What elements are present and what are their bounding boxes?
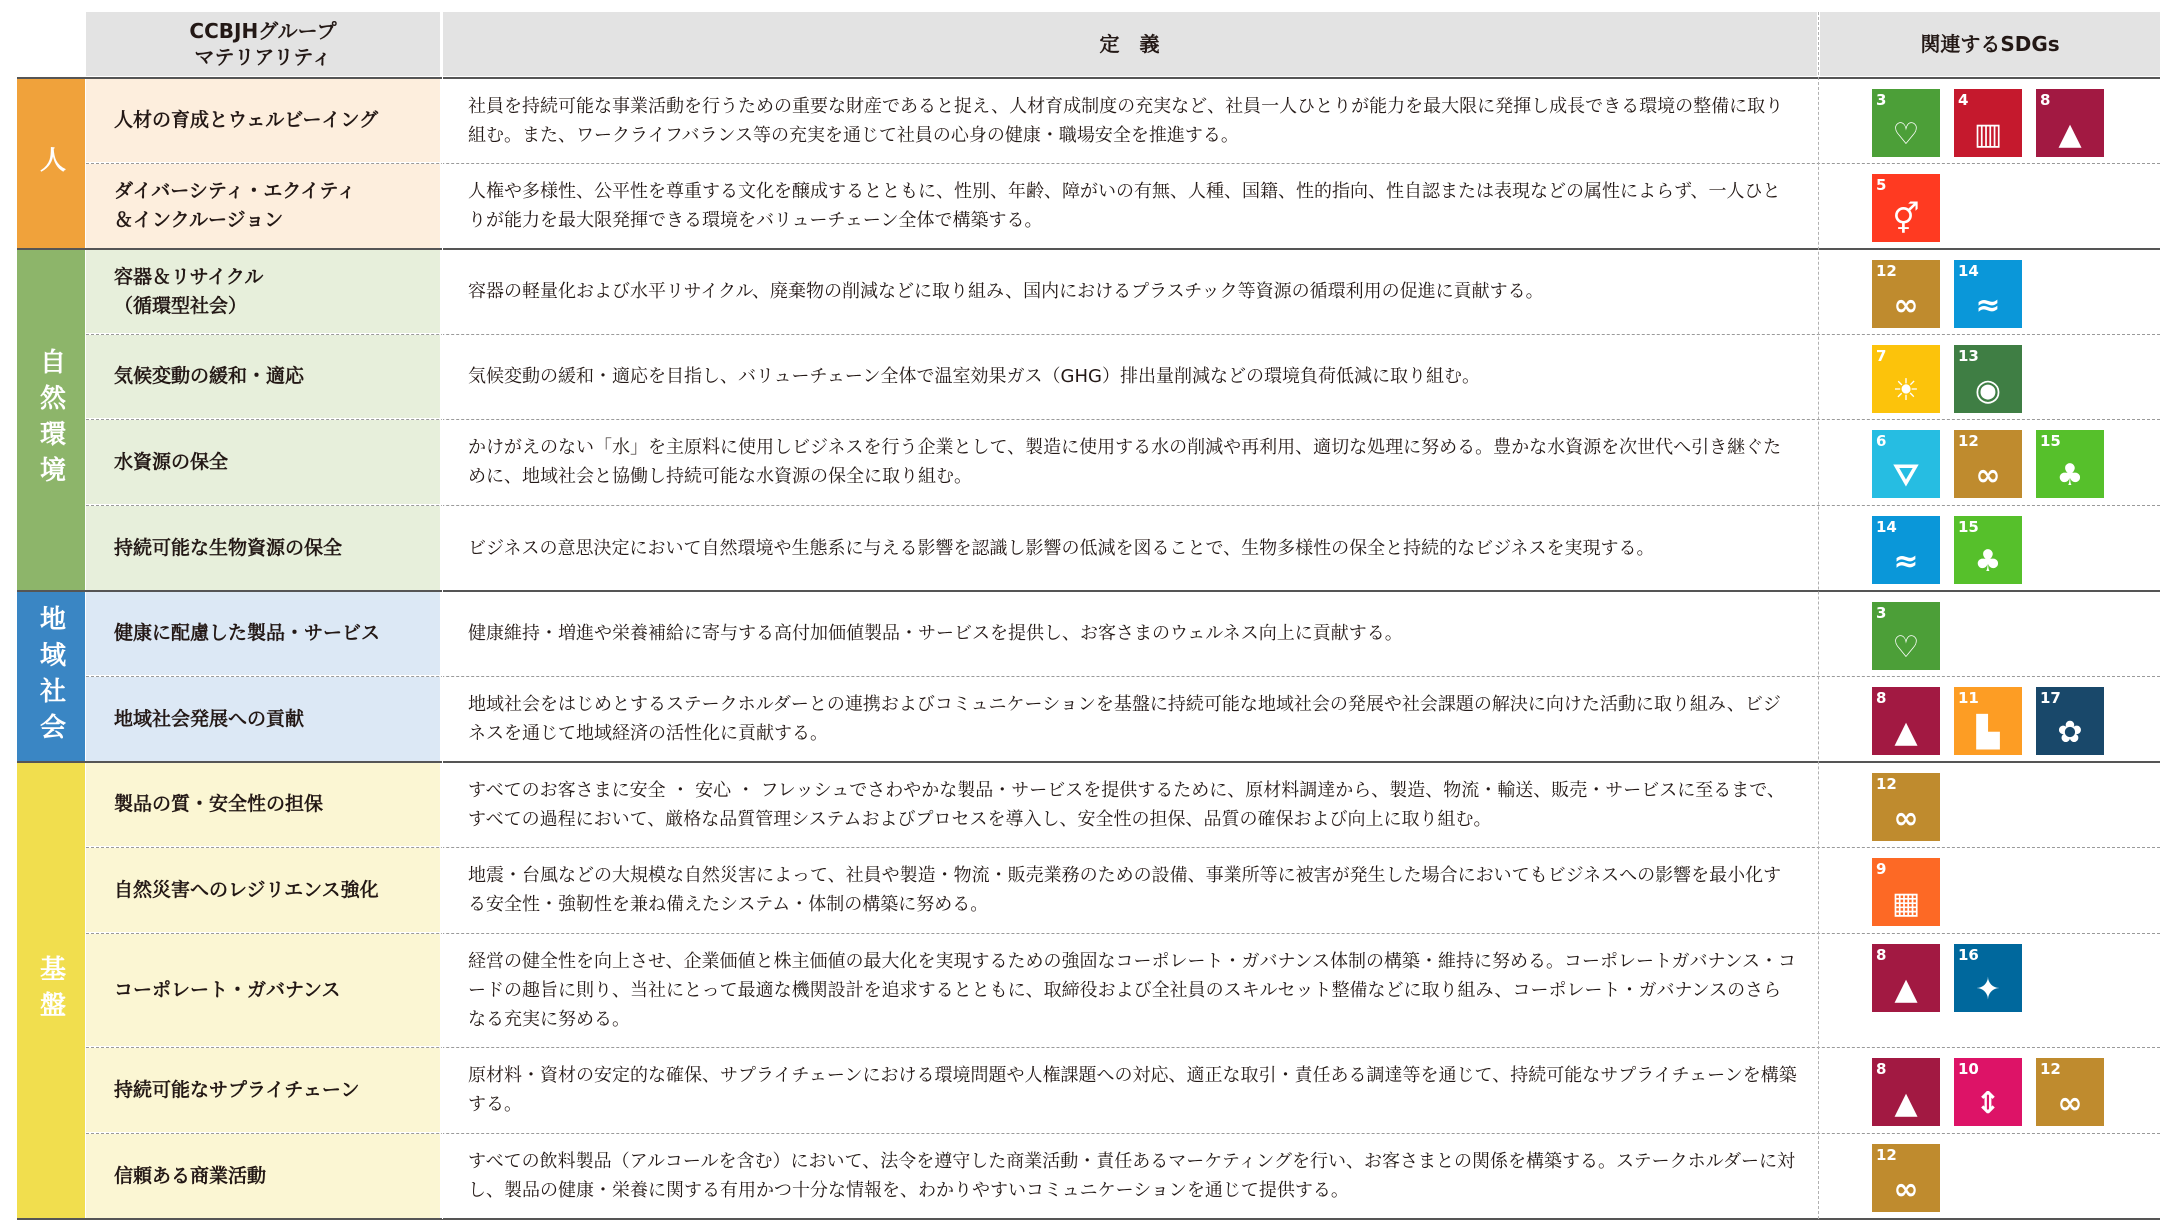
definition-cell: [468, 592, 1798, 675]
materiality-text: 自然災害へのレジリエンス強化: [114, 878, 379, 901]
row-divider: [17, 1218, 2160, 1220]
definition-cell: [468, 420, 1798, 504]
column-divider: [1818, 12, 1819, 1219]
sdg-11-icon: [1954, 687, 2022, 755]
definition-text: 原材料・資材の安定的な確保、サプライチェーンにおける環境問題や人権課題への対応、適正な取引・責任ある調達等を通じて、持続可能なサプライチェーンを構築する。: [468, 1065, 1797, 1115]
sdg-symbol: ∞: [2057, 1086, 2083, 1121]
sdg-symbol: ▥: [1973, 117, 2003, 152]
sdg-number: 6: [1876, 432, 1887, 450]
sdg-symbol: ▲: [1894, 972, 1918, 1007]
materiality-cell: [86, 934, 440, 1046]
sdg-number: 8: [1876, 1060, 1887, 1078]
sdg-12-icon: [1872, 1144, 1940, 1212]
sdg-5-icon: [1872, 174, 1940, 242]
sdg-number: 15: [1958, 518, 1979, 536]
materiality-text: 水資源の保全: [114, 450, 229, 473]
sdg-symbol: ♣: [2056, 458, 2084, 493]
sdgs-cell: [1872, 1134, 2152, 1218]
sdgs-cell: [1872, 1048, 2152, 1132]
materiality-cell: [86, 763, 440, 846]
sdg-symbol: ▲: [1894, 1086, 1918, 1121]
sdgs-cell: [1872, 934, 2152, 1046]
materiality-cell: [86, 250, 440, 333]
definition-text: 健康維持・増進や栄養補給に寄与する高付加価値製品・サービスを提供し、お客さまのウェルネス向上に貢献する。: [468, 623, 1403, 644]
sdg-number: 9: [1876, 860, 1887, 878]
sdgs-cell: [1872, 848, 2152, 932]
row-divider: [86, 419, 2160, 420]
sdg-7-icon: [1872, 345, 1940, 413]
sdg-number: 7: [1876, 347, 1887, 365]
sdg-13-icon: [1954, 345, 2022, 413]
sdg-14-icon: [1954, 260, 2022, 328]
sdg-number: 8: [2040, 91, 2051, 109]
sdg-12-icon: [1954, 430, 2022, 498]
definition-cell: [468, 335, 1798, 418]
sdg-12-icon: [1872, 773, 1940, 841]
materiality-text: コーポレート・ガバナンス: [114, 978, 341, 1001]
sdg-6-icon: [1872, 430, 1940, 498]
sdg-12-icon: [1872, 260, 1940, 328]
category-label: 基盤: [17, 763, 85, 1218]
row-divider: [86, 505, 2160, 506]
sdg-symbol: ⇕: [1975, 1086, 2001, 1121]
materiality-text: 健康に配慮した製品・サービス: [114, 622, 381, 644]
materiality-cell: [86, 506, 440, 590]
sdg-symbol: ◉: [1974, 373, 2002, 408]
sdg-number: 12: [1876, 1146, 1897, 1164]
materiality-cell: [86, 420, 440, 504]
sdg-number: 3: [1876, 604, 1887, 622]
definition-cell: [468, 250, 1798, 333]
sdg-3-icon: [1872, 89, 1940, 157]
definition-text: 人権や多様性、公平性を尊重する文化を醸成するとともに、性別、年齢、障がいの有無、人種、国籍、性的指向、性自認または表現などの属性によらず、一人ひとりが能力を最大限発揮できる環境をバリューチェーン全体で構築する。: [468, 181, 1781, 231]
sdg-number: 11: [1958, 689, 1979, 707]
materiality-text: ダイバーシティ・エクイティ ＆インクルージョン: [114, 180, 356, 231]
sdg-symbol: ✿: [2057, 715, 2083, 750]
definition-text: すべてのお客さまに安全 ・ 安心 ・ フレッシュでさわやかな製品・サービスを提供するために、原材料調達から、製造、物流・輸送、販売・サービスに至るまで、すべての過程において、厳格な品質管理システムおよびプロセスを導入し、安全性の担保、品質の確保および向上に取り組む。: [468, 779, 1785, 830]
sdg-8-icon: [1872, 687, 1940, 755]
sdg-symbol: ⛛: [1893, 458, 1919, 493]
definition-text: かけがえのない「水」を主原料に使用しビジネスを行う企業として、製造に使用する水の削減や再利用、適切な処理に努める。豊かな水資源を次世代へ引き継ぐために、地域社会と協働し持続可能な水資源の保全に取り組む。: [468, 437, 1782, 487]
definition-cell: [468, 164, 1798, 248]
materiality-cell: [86, 164, 440, 248]
sdg-symbol: ☀: [1892, 373, 1920, 408]
header-definition: 定 義: [442, 12, 1817, 76]
materiality-cell: [86, 79, 440, 162]
sdgs-cell: [1872, 250, 2152, 333]
row-divider: [86, 334, 2160, 335]
sdgs-cell: [1872, 506, 2152, 590]
sdg-symbol: ♡: [1892, 117, 1920, 152]
sdg-12-icon: [2036, 1058, 2104, 1126]
materiality-cell: [86, 335, 440, 418]
definition-text: 経営の健全性を向上させ、企業価値と株主価値の最大化を実現するための強固なコーポレート・ガバナンス体制の構築・維持に努める。コーポレートガバナンス・コードの趣旨に則り、当社にとって最適な機関設計を追求するとともに、取締役および全社員のスキルセット整備などに取り組み、コーポレート・ガバナンスのさらなる充実に努める。: [468, 950, 1797, 1030]
sdg-symbol: ▲: [2058, 117, 2082, 152]
sdg-symbol: ▙: [1976, 715, 2000, 750]
header-materiality: CCBJHグループ マテリアリティ: [86, 12, 440, 76]
sdg-number: 12: [1876, 262, 1897, 280]
category-label: 地域社会: [17, 592, 85, 761]
row-divider: [17, 248, 2160, 250]
sdg-14-icon: [1872, 516, 1940, 584]
column-divider: [442, 12, 443, 1219]
sdg-symbol: ∞: [1893, 288, 1919, 323]
category-label: 人: [17, 79, 85, 248]
sdg-10-icon: [1954, 1058, 2022, 1126]
header-sdgs: 関連するSDGs: [1820, 12, 2160, 76]
sdg-number: 17: [2040, 689, 2061, 707]
sdg-number: 5: [1876, 176, 1887, 194]
materiality-cell: [86, 677, 440, 761]
definition-text: すべての飲料製品（アルコールを含む）において、法令を遵守した商業活動・責任あるマーケティングを行い、お客さまとの関係を構築する。ステークホルダーに対し、製品の健康・栄養に関する有用かつ十分な情報を、わかりやすいコミュニケーションを通じて提供する。: [468, 1151, 1795, 1201]
sdg-4-icon: [1954, 89, 2022, 157]
sdg-number: 4: [1958, 91, 1969, 109]
definition-cell: [468, 677, 1798, 761]
definition-cell: [468, 848, 1798, 932]
sdg-symbol: ✦: [1975, 972, 2001, 1007]
row-divider: [17, 590, 2160, 592]
sdg-number: 8: [1876, 689, 1887, 707]
definition-cell: [468, 934, 1798, 1046]
sdg-number: 15: [2040, 432, 2061, 450]
sdg-number: 12: [2040, 1060, 2061, 1078]
sdg-symbol: ▲: [1894, 715, 1918, 750]
sdg-symbol: ▦: [1891, 886, 1921, 921]
sdgs-cell: [1872, 164, 2152, 248]
sdg-symbol: ≈: [1975, 288, 2001, 323]
sdg-8-icon: [2036, 89, 2104, 157]
sdg-number: 10: [1958, 1060, 1979, 1078]
sdg-number: 14: [1876, 518, 1897, 536]
materiality-text: 人材の育成とウェルビーイング: [114, 109, 379, 131]
definition-text: 容器の軽量化および水平リサイクル、廃棄物の削減などに取り組み、国内におけるプラスチック等資源の循環利用の促進に貢献する。: [468, 281, 1544, 302]
sdg-symbol: ≈: [1893, 544, 1919, 579]
sdg-15-icon: [2036, 430, 2104, 498]
sdg-symbol: ♡: [1892, 630, 1920, 665]
definition-text: ビジネスの意思決定において自然環境や生態系に与える影響を認識し影響の低減を図ることで、生物多様性の保全と持続的なビジネスを実現する。: [468, 537, 1655, 559]
sdg-symbol: ∞: [1975, 458, 2001, 493]
materiality-cell: [86, 592, 440, 675]
row-divider: [17, 761, 2160, 763]
category-label: 自然環境: [17, 250, 85, 590]
sdgs-cell: [1872, 763, 2152, 846]
row-divider: [17, 77, 2160, 79]
definition-text: 気候変動の緩和・適応を目指し、バリューチェーン全体で温室効果ガス（GHG）排出量削減などの環境負荷低減に取り組む。: [468, 366, 1480, 387]
sdg-number: 13: [1958, 347, 1979, 365]
sdgs-cell: [1872, 79, 2152, 162]
definition-cell: [468, 506, 1798, 590]
sdg-8-icon: [1872, 944, 1940, 1012]
definition-text: 地震・台風などの大規模な自然災害によって、社員や製造・物流・販売業務のための設備、事業所等に被害が発生した場合においてもビジネスへの影響を最小化する安全性・強靭性を兼ね備えたシステム・体制の構築に努める。: [468, 865, 1782, 915]
materiality-cell: [86, 848, 440, 932]
sdg-number: 3: [1876, 91, 1887, 109]
definition-cell: [468, 763, 1798, 846]
materiality-cell: [86, 1048, 440, 1132]
materiality-text: 持続可能なサプライチェーン: [114, 1078, 360, 1101]
materiality-text: 製品の質・安全性の担保: [114, 793, 324, 815]
row-divider: [86, 676, 2160, 677]
definition-cell: [468, 1134, 1798, 1218]
sdg-symbol: ∞: [1893, 801, 1919, 836]
materiality-text: 気候変動の緩和・適応: [114, 365, 305, 387]
row-divider: [86, 1047, 2160, 1048]
sdgs-cell: [1872, 677, 2152, 761]
sdg-number: 12: [1958, 432, 1979, 450]
sdg-number: 8: [1876, 946, 1887, 964]
sdgs-cell: [1872, 592, 2152, 675]
materiality-text: 地域社会発展への貢献: [114, 707, 305, 730]
materiality-text: 信頼ある商業活動: [114, 1164, 267, 1187]
materiality-text: 持続可能な生物資源の保全: [114, 536, 343, 559]
sdg-symbol: ⚥: [1892, 202, 1920, 237]
sdg-number: 12: [1876, 775, 1897, 793]
materiality-cell: [86, 1134, 440, 1218]
sdg-17-icon: [2036, 687, 2104, 755]
sdgs-cell: [1872, 335, 2152, 418]
sdg-8-icon: [1872, 1058, 1940, 1126]
sdg-16-icon: [1954, 944, 2022, 1012]
row-divider: [86, 933, 2160, 934]
sdg-symbol: ♣: [1974, 544, 2002, 579]
definition-cell: [468, 1048, 1798, 1132]
definition-cell: [468, 79, 1798, 162]
row-divider: [86, 1133, 2160, 1134]
sdg-3-icon: [1872, 602, 1940, 670]
materiality-text: 容器＆リサイクル （循環型社会）: [114, 265, 264, 317]
sdg-15-icon: [1954, 516, 2022, 584]
sdg-number: 16: [1958, 946, 1979, 964]
sdg-9-icon: [1872, 858, 1940, 926]
definition-text: 地域社会をはじめとするステークホルダーとの連携およびコミュニケーションを基盤に持続可能な地域社会の発展や社会課題の解決に向けた活動に取り組み、ビジネスを通じて地域経済の活性化に貢献する。: [468, 694, 1781, 744]
sdgs-cell: [1872, 420, 2152, 504]
row-divider: [86, 163, 2160, 164]
sdg-symbol: ∞: [1893, 1172, 1919, 1207]
row-divider: [86, 847, 2160, 848]
sdg-number: 14: [1958, 262, 1979, 280]
definition-text: 社員を持続可能な事業活動を行うための重要な財産であると捉え、人材育成制度の充実など、社員一人ひとりが能力を最大限に発揮し成長できる環境の整備に取り組む。また、ワークライフバランス等の充実を通じて社員の心身の健康・職場安全を推進する。: [468, 95, 1784, 146]
